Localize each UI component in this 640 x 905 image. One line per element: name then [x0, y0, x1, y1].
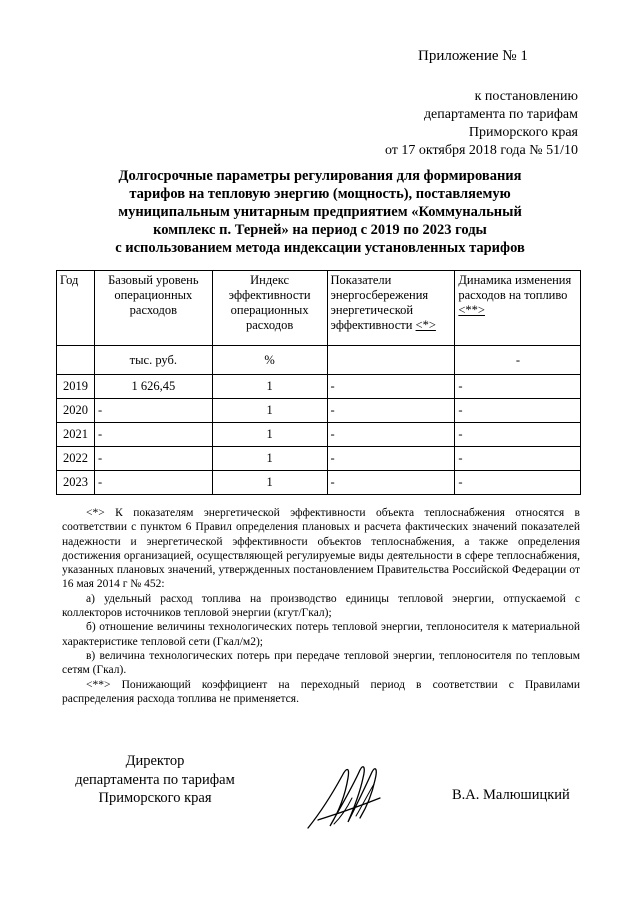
cell-year: 2023 [57, 471, 95, 495]
header-year: Год [57, 271, 95, 346]
footnote-paragraph: в) величина технологических потерь при передаче тепловой энергии, теплоносителя по тепловым сетям (Гкал). [62, 649, 580, 677]
header-base-level: Базовый уровень операционных расходов [94, 271, 212, 346]
unit-year [57, 346, 95, 375]
cell-energy: - [327, 423, 455, 447]
cell-energy: - [327, 447, 455, 471]
cell-energy: - [327, 399, 455, 423]
ref-line: Приморского края [468, 125, 578, 140]
footnote-paragraph: а) удельный расход топлива на производство единицы тепловой энергии, отпускаемой с коллекторов источников тепловой энергии (кгут/Гкал); [62, 592, 580, 620]
document-title [70, 167, 570, 257]
unit-base: тыс. руб. [94, 346, 212, 375]
table-row [57, 471, 581, 495]
signatory-name: В.А. Малюшицкий [452, 787, 570, 803]
cell-year: 2020 [57, 399, 95, 423]
footnote-mark: <*> [415, 318, 436, 332]
unit-energy [327, 346, 455, 375]
cell-index: 1 [212, 471, 327, 495]
cell-index: 1 [212, 447, 327, 471]
table-header-row [57, 271, 581, 346]
unit-fuel: - [455, 346, 581, 375]
footnote-paragraph: <**> Понижающий коэффициент на переходный период в соответствии с Правилами распределения расхода топлива не применяется. [62, 678, 580, 705]
handwritten-signature [300, 758, 400, 838]
title-line: муниципальным унитарным предприятием «Коммунальный [118, 204, 522, 220]
cell-index: 1 [212, 399, 327, 423]
header-energy-saving: Показатели энергосбережения энергетической эффективности <*> [327, 271, 455, 346]
signatory-position [55, 752, 255, 808]
table-row [57, 399, 581, 423]
footnote-paragraph: <*> К показателям энергетической эффективности объекта теплоснабжения относятся в соответствии с пунктом 6 Правил определения плановых и расчета фактических значений показателей надежности и энергетической эффективности объектов теплоснабжения, а также определения достижения организацией, осуществляющей регулируемые виды деятельности в сфере теплоснабжения, указанных плановых значений, утвержденных постановлением Правительства Российской Федерации от 16 мая 2014 г № 452: [62, 507, 580, 591]
cell-fuel: - [455, 423, 581, 447]
table-row [57, 423, 581, 447]
cell-base: - [94, 399, 212, 423]
cell-energy: - [327, 471, 455, 495]
cell-fuel: - [455, 399, 581, 423]
cell-base: - [94, 423, 212, 447]
cell-year: 2022 [57, 447, 95, 471]
decree-reference [298, 88, 578, 160]
cell-base: - [94, 447, 212, 471]
cell-index: 1 [212, 375, 327, 399]
cell-energy: - [327, 375, 455, 399]
unit-index: % [212, 346, 327, 375]
footnotes [62, 506, 580, 706]
title-line: с использованием метода индексации установленных тарифов [115, 240, 525, 256]
cell-fuel: - [455, 375, 581, 399]
header-fuel-dynamics: Динамика изменения расходов на топливо <**> [455, 271, 581, 346]
cell-year: 2021 [57, 423, 95, 447]
cell-fuel: - [455, 471, 581, 495]
cell-index: 1 [212, 423, 327, 447]
title-line: комплекс п. Терней» на период с 2019 по 2023 годы [153, 222, 487, 238]
position-line: Директор [125, 753, 185, 769]
ref-line: департамента по тарифам [423, 107, 578, 122]
title-line: Долгосрочные параметры регулирования для формирования [118, 168, 522, 184]
footnote-paragraph: б) отношение величины технологических потерь тепловой энергии, теплоносителя к материальной характеристике тепловой сети (Гкал/м2); [62, 621, 580, 648]
table-row [57, 375, 581, 399]
cell-year: 2019 [57, 375, 95, 399]
units-row [57, 346, 581, 375]
table-row [57, 447, 581, 471]
position-line: Приморского края [98, 790, 212, 806]
appendix-label: Приложение № 1 [418, 48, 528, 64]
ref-line: к постановлению [474, 89, 578, 104]
cell-fuel: - [455, 447, 581, 471]
title-line: тарифов на тепловую энергию (мощность), поставляемую [129, 186, 511, 202]
cell-base: 1 626,45 [94, 375, 212, 399]
footnote-mark: <**> [458, 303, 485, 317]
ref-line: от 17 октября 2018 года № 51/10 [384, 143, 578, 158]
parameters-table [56, 270, 581, 495]
cell-base: - [94, 471, 212, 495]
position-line: департамента по тарифам [75, 771, 235, 788]
header-efficiency-index: Индекс эффективности операционных расходов [212, 271, 327, 346]
